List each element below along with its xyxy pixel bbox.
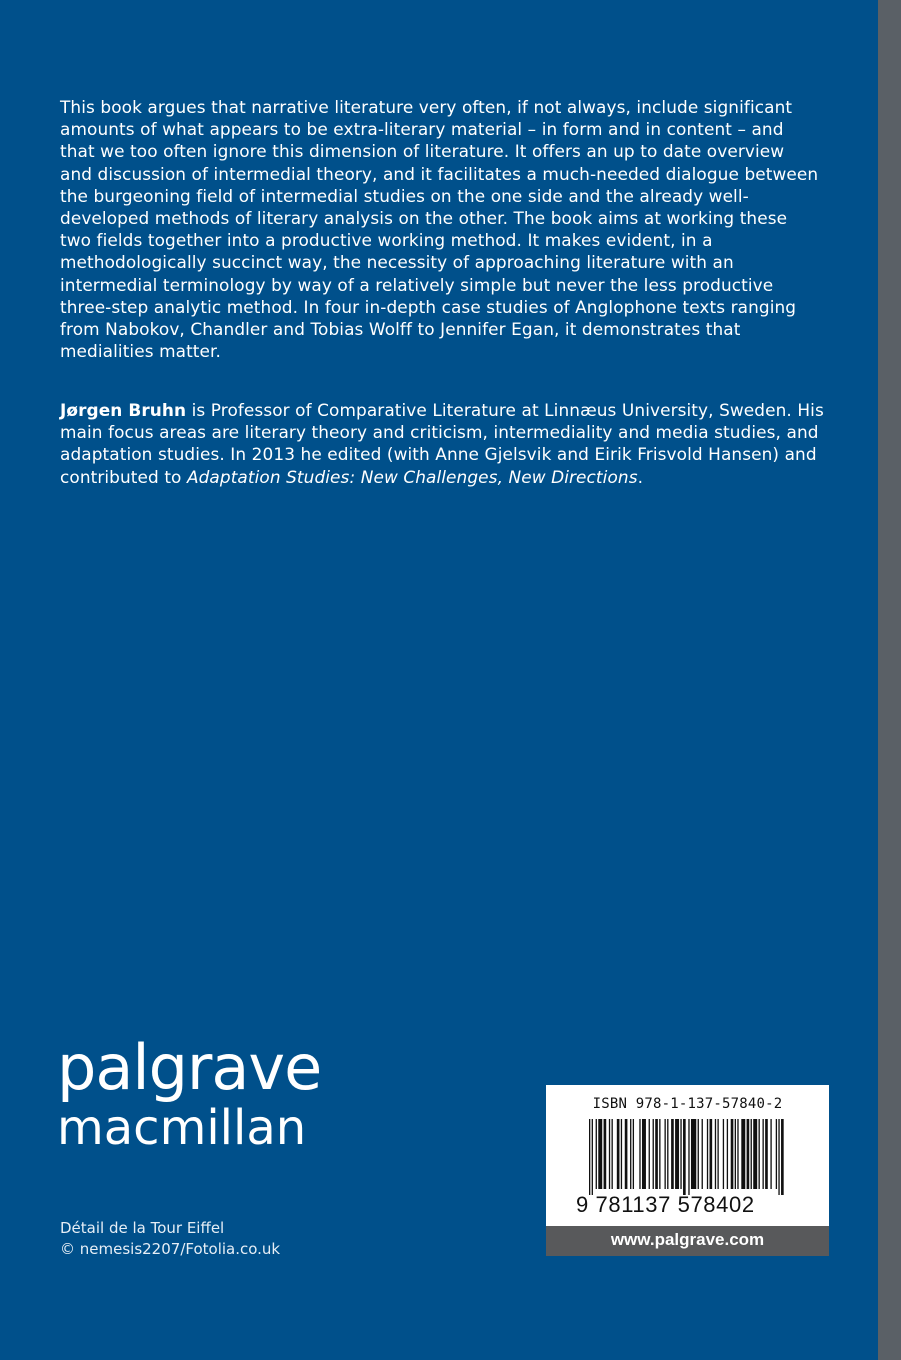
barcode-bar <box>688 1119 689 1195</box>
spine-edge <box>878 0 901 1360</box>
barcode-bar <box>717 1119 718 1189</box>
barcode-bar <box>655 1119 658 1189</box>
barcode-bar <box>781 1119 784 1195</box>
barcode-bar <box>649 1119 650 1189</box>
barcode-bar <box>741 1119 745 1189</box>
barcode-bar <box>592 1119 593 1195</box>
barcode-bar <box>765 1119 768 1189</box>
publisher-url[interactable]: www.palgrave.com <box>546 1226 829 1256</box>
barcode-bar <box>612 1119 613 1189</box>
barcode-icon <box>589 1119 785 1195</box>
barcode-bar <box>770 1119 771 1189</box>
isbn-barcode-box <box>546 1085 829 1226</box>
barcode-digits: 9 781137 578402 <box>576 1192 755 1217</box>
image-credit <box>60 1218 280 1260</box>
barcode-bar <box>642 1119 646 1189</box>
image-credit-line2: © nemesis2207/Fotolia.co.uk <box>60 1240 281 1258</box>
book-blurb: This book argues that narrative literature very often, if not always, include significant amounts of what appears to be extra-literary material – in form and in content – and that we too often ignore this dimension of literature. It offers an up to date overview and discussion of intermedial theory, and it facilitates a much-needed dialogue between the burgeoning field of intermedial studies on the one side and the already well-developed methods of literary analysis on the other. The book aims at working these two fields together into a productive working method. It makes evident, in a methodologically succinct way, the necessity of approaching literature with an intermedial terminology by way of a relatively simple but never the less productive three-step analytic method. In four in-depth case studies of Anglophone texts ranging from Nabokov, Chandler and Tobias Wolff to Jennifer Egan, it demonstrates that medialities matter. <box>60 97 819 362</box>
barcode-bar <box>617 1119 620 1189</box>
author-bio-text: is Professor of Comparative Literature at Linnæus University, Sweden. His main focus areas are literary theory and criticism, intermediality and media studies, and adaptation studies. In 2013 he edited (with Anne Gjelsvik and Eirik Frisvold Hansen) and contributed to <box>60 400 824 487</box>
barcode-bar <box>762 1119 763 1189</box>
barcode-bar <box>702 1119 703 1189</box>
barcode-bar <box>710 1119 713 1189</box>
author-bio <box>60 399 830 488</box>
barcode-bar <box>759 1119 760 1189</box>
barcode-bar <box>639 1119 640 1189</box>
barcode-bar <box>778 1119 779 1195</box>
barcode-bar <box>737 1119 738 1189</box>
author-name: Jørgen Bruhn <box>60 400 187 420</box>
isbn-label: ISBN 978-1-137-57840-2 <box>592 1096 783 1112</box>
barcode-bar <box>727 1119 728 1189</box>
barcode-bar <box>596 1119 597 1189</box>
barcode-bar <box>751 1119 752 1189</box>
barcode-bar <box>731 1119 734 1189</box>
publisher-logo-line1: palgrave <box>57 1031 322 1104</box>
barcode-bar <box>653 1119 654 1189</box>
barcode-bar <box>633 1119 634 1189</box>
barcode-bar <box>683 1119 686 1195</box>
barcode-bar <box>604 1119 607 1189</box>
barcode-bar <box>691 1119 696 1189</box>
barcode-bar <box>589 1119 590 1195</box>
author-bio-end: . <box>637 466 644 487</box>
barcode-bar <box>664 1119 665 1189</box>
barcode-bar <box>659 1119 660 1189</box>
barcode-bar <box>707 1119 708 1189</box>
barcode-bar <box>735 1119 736 1189</box>
publisher-logo <box>57 1031 322 1156</box>
barcode-bar <box>667 1119 668 1189</box>
barcode-bar <box>715 1119 716 1189</box>
barcode-bar <box>671 1119 674 1189</box>
barcode-bar <box>698 1119 699 1189</box>
publisher-logo-line2: macmillan <box>57 1100 307 1156</box>
barcode-bar <box>630 1119 631 1189</box>
barcode-bar <box>625 1119 628 1189</box>
edited-book-title: Adaptation Studies: New Challenges, New Directions <box>186 466 638 487</box>
image-credit-line1: Détail de la Tour Eiffel <box>60 1219 225 1237</box>
barcode-bar <box>621 1119 622 1189</box>
barcode-bar <box>609 1119 610 1189</box>
barcode-bar <box>776 1119 777 1189</box>
barcode-bar <box>747 1119 750 1189</box>
barcode-bar <box>680 1119 681 1189</box>
barcode-bar <box>753 1119 757 1189</box>
barcode-bar <box>675 1119 679 1189</box>
barcode-bar <box>723 1119 724 1189</box>
barcode-bar <box>598 1119 602 1189</box>
